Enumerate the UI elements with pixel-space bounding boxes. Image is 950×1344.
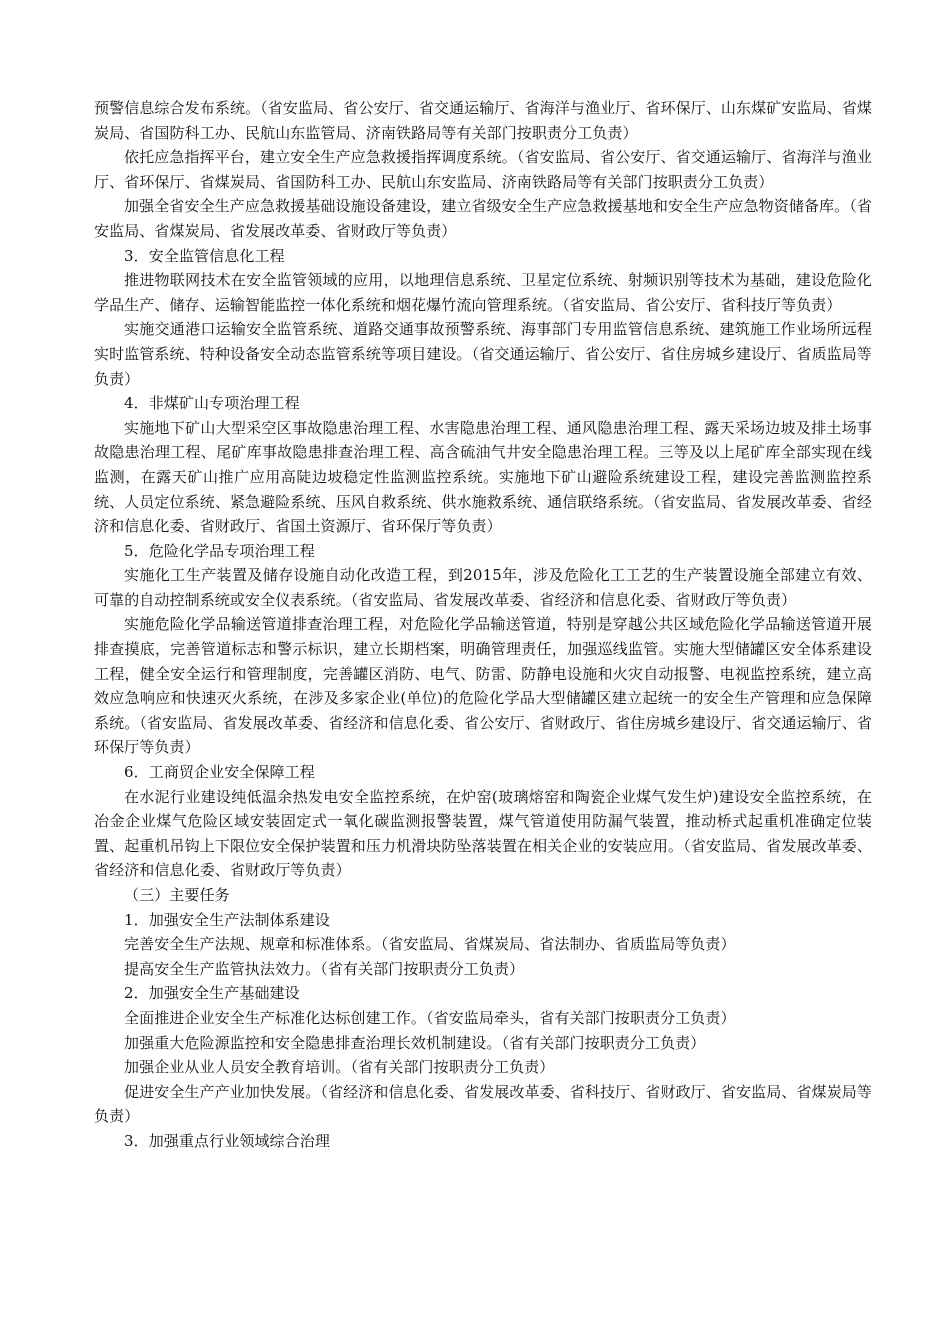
paragraph: 加强全省安全生产应急救援基础设施设备建设，建立省级安全生产应急救援基地和安全生产应急物资储备库。（省安监局、省煤炭局、省发展改革委、省财政厅等负责） [94, 197, 872, 240]
task-item: 促进安全生产产业加快发展。（省经济和信息化委、省发展改革委、省科技厅、省财政厅、省安监局、省煤炭局等负责） [94, 1082, 872, 1126]
section-heading: 3．安全监管信息化工程 [124, 246, 285, 265]
paragraph: 实施交通港口运输安全监管系统、道路交通事故预警系统、海事部门专用监管信息系统、建筑施工作业场所远程实时监管系统、特种设备安全动态监管系统等项目建设。（省交通运输厅、省公安厅、省住房城乡建设厅、省质监局等负责） [94, 320, 872, 388]
task-item: 提高安全生产监管执法效力。（省有关部门按职责分工负责） [124, 959, 525, 978]
subsection-heading: （三）主要任务 [124, 886, 230, 904]
section-heading: 5．危险化学品专项治理工程 [124, 541, 315, 560]
paragraph: 实施化工生产装置及储存设施自动化改造工程，到2015年，涉及危险化工工艺的生产装置设施全部建立有效、可靠的自动控制系统或安全仪表系统。（省安监局、省发展改革委、省经济和信息化委、省财政厅等负责） [94, 566, 872, 609]
paragraph: 推进物联网技术在安全监管领域的应用，以地理信息系统、卫星定位系统、射频识别等技术为基础，建设危险化学品生产、储存、运输智能监控一体化系统和烟花爆竹流向管理系统。（省安监局、省公安厅、省科技厅等负责） [94, 271, 872, 314]
task-item: 加强企业从业人员安全教育培训。（省有关部门按职责分工负责） [124, 1058, 555, 1077]
paragraph: 在水泥行业建设纯低温余热发电安全监控系统，在炉窑(玻璃熔窑和陶瓷企业煤气发生炉)建设安全监控系统，在冶金企业煤气危险区域安装固定式一氧化碳监测报警装置，煤气管道使用防漏气装置，推动桥式起重机准确定位装置、起重机吊钩上下限位安全保护装置和压力机滑块防坠落装置在相关企业的安装应用。（省安监局、省发展改革委、省经济和信息化委、省财政厅等负责） [94, 787, 872, 880]
section-heading: 1．加强安全生产法制体系建设 [124, 910, 330, 929]
paragraph: 依托应急指挥平台，建立安全生产应急救援指挥调度系统。（省安监局、省公安厅、省交通运输厅、省海洋与渔业厅、省环保厅、省煤炭局、省国防科工办、民航山东安监局、济南铁路局等有关部门按职责分工负责） [94, 148, 872, 191]
task-item: 完善安全生产法规、规章和标准体系。（省安监局、省煤炭局、省法制办、省质监局等负责） [124, 935, 736, 954]
paragraph-continued: 预警信息综合发布系统。（省安监局、省公安厅、省交通运输厅、省海洋与渔业厅、省环保厅、山东煤矿安监局、省煤炭局、省国防科工办、民航山东监管局、济南铁路局等有关部门按职责分工负责） [94, 99, 872, 142]
task-item: 全面推进企业安全生产标准化达标创建工作。（省安监局牵头，省有关部门按职责分工负责） [124, 1008, 736, 1027]
section-heading: 3．加强重点行业领域综合治理 [124, 1131, 330, 1150]
section-heading: 4．非煤矿山专项治理工程 [124, 394, 300, 413]
paragraph: 实施地下矿山大型采空区事故隐患治理工程、水害隐患治理工程、通风隐患治理工程、露天采场边坡及排土场事故隐患治理工程、尾矿库事故隐患排查治理工程、高含硫油气井安全隐患治理工程。三等及以上尾矿库全部实现在线监测，在露天矿山推广应用高陡边坡稳定性监测监控系统。实施地下矿山避险系统建设工程，建设完善监测监控系统、人员定位系统、紧急避险系统、压风自救系统、供水施救系统、通信联络系统。（省安监局、省发展改革委、省经济和信息化委、省财政厅、省国土资源厅、省环保厅等负责） [94, 418, 872, 536]
document-page [94, 96, 872, 1154]
paragraph: 实施危险化学品输送管道排查治理工程，对危险化学品输送管道，特别是穿越公共区域危险化学品输送管道开展排查摸底，完善管道标志和警示标识，建立长期档案，明确管理责任，加强巡线监管。实施大型储罐区安全体系建设工程，健全安全运行和管理制度，完善罐区消防、电气、防雷、防静电设施和火灾自动报警、电视监控系统，建立高效应急响应和快速灭火系统，在涉及多家企业(单位)的危险化学品大型储罐区建立起统一的安全生产管理和应急保障系统。（省安监局、省发展改革委、省经济和信息化委、省公安厅、省财政厅、省住房城乡建设厅、省交通运输厅、省环保厅等负责） [94, 615, 872, 757]
section-heading: 2．加强安全生产基础建设 [124, 984, 300, 1003]
task-item: 加强重大危险源监控和安全隐患排查治理长效机制建设。（省有关部门按职责分工负责） [124, 1033, 706, 1052]
section-heading: 6．工商贸企业安全保障工程 [124, 763, 315, 782]
